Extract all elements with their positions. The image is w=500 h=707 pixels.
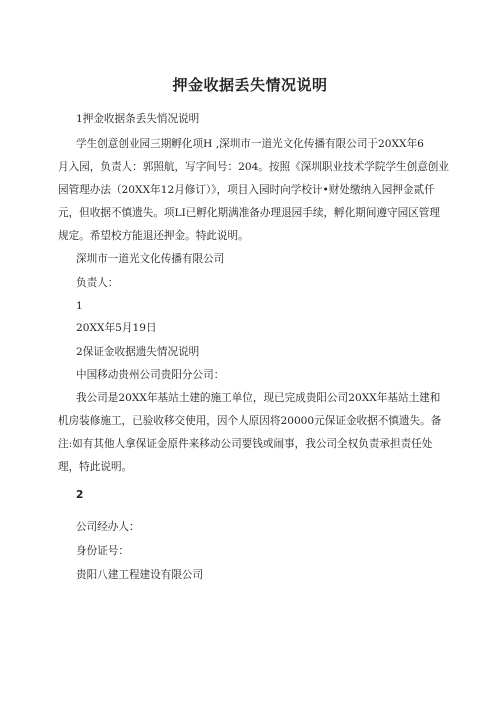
- section1-page-number: 1: [76, 300, 83, 312]
- section2-line-3: 注:如有其他人拿保证金原件来移动公司要钱或闹事，我公司全权负责承担责任处: [58, 438, 433, 450]
- section2-id-label: 身份证号：: [76, 545, 129, 557]
- section1-date: 20XX年5月19日: [76, 322, 157, 334]
- section1-company: 深圳市一道光文化传播有限公司: [76, 253, 225, 265]
- section2-line-1: 我公司是20XX年基站土建的施工单位，现已完成贵阳公司20XX年基站土建和: [76, 392, 441, 404]
- section1-responsible-label: 负责人：: [76, 277, 119, 289]
- section1-heading: 1押金收据条丢失悄况说明: [76, 113, 200, 125]
- section1-line-1: 学生创意创业园三期孵化项H ,深圳市一道光文化传播有限公司于20XX年6: [76, 138, 424, 150]
- section2-addressee: 中国移动贵州公司贵阳分公司：: [76, 369, 225, 381]
- section1-line-4: 元，但收据不慎遗失。项LI已孵化期满准备办理退园手续，孵化期间遵守园区管理: [58, 207, 440, 219]
- section1-line-3: 园管理办法（20XX年12月修订）》，项目入园时向学校计•财处缴纳入园押金贰仟: [58, 184, 435, 196]
- section2-company: 贵阳八建工程建设有限公司: [76, 569, 204, 581]
- section1-line-5: 规定。希望校方能退还押金。特此说明。: [58, 230, 249, 242]
- document-title: 押金收据丢失情况说明: [172, 76, 328, 94]
- section2-handler-label: 公司经办人：: [76, 521, 140, 533]
- section2-heading: 2保证金收据遗失情况说明: [76, 346, 200, 358]
- section1-line-2: 月入园，负责人：郭照航，写字间号：204。按照《深圳职业技术学院学生创意创业: [58, 161, 449, 173]
- section2-page-number: 2: [76, 489, 84, 501]
- section2-line-4: 理，特此说明。: [58, 461, 133, 473]
- section2-line-2: 机房装修施工，已验收移交使用，因个人原因将20000元保证金收据不慎遗失。备: [58, 415, 442, 427]
